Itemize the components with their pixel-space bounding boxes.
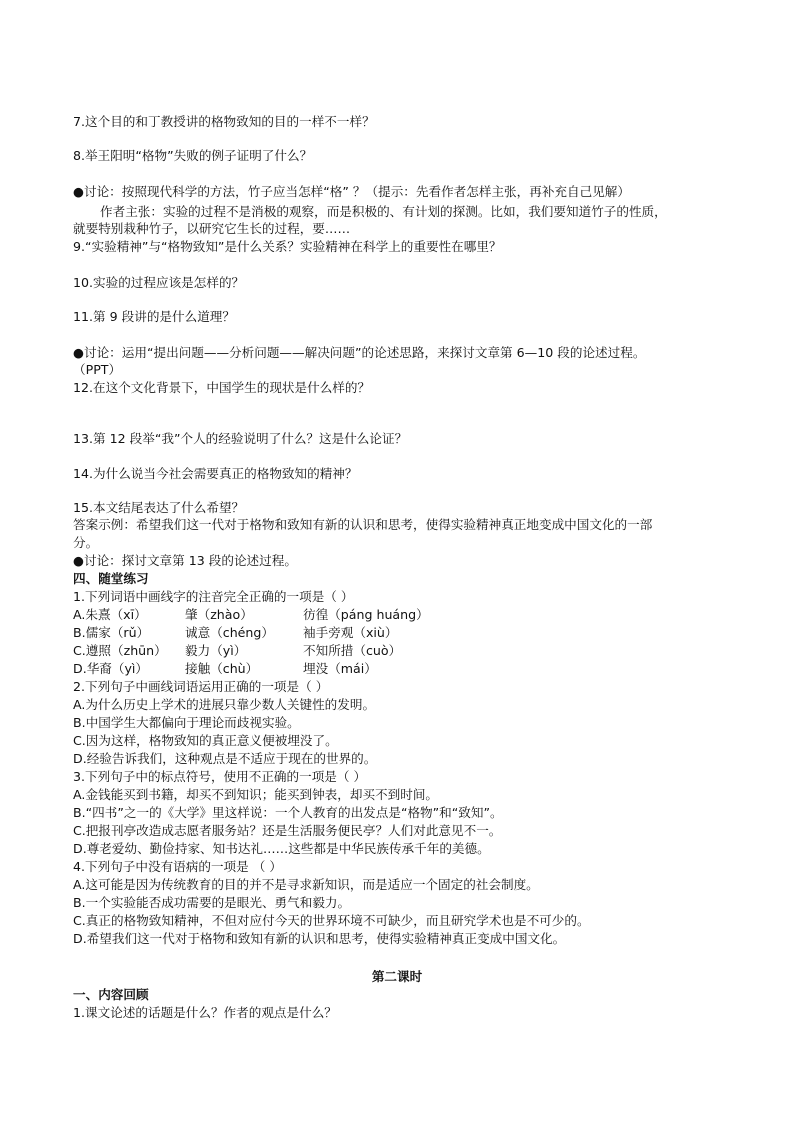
question-8: 8.举王阳明“格物”失败的例子证明了什么？	[73, 148, 313, 163]
exercise-3-option-d: D.尊老爱幼、勤俭持家、知书达礼……这些都是中华民族传承千年的美德。	[73, 841, 490, 856]
option-text: 诚意（chéng）	[185, 625, 275, 640]
discussion-2-line-1: ●讨论：运用“提出问题——分析问题——解决问题”的论述思路，来探讨文章第 6—10 段的论述过程。	[73, 345, 646, 360]
option-text: 彷徨（páng huáng）	[303, 607, 429, 622]
exercise-2-question: 2.下列句子中画线词语运用正确的一项是（ ）	[73, 679, 329, 694]
exercise-3-option-a: A.金钱能买到书籍，却买不到知识；能买到钟表，却买不到时间。	[73, 787, 439, 802]
exercise-1-option-c	[73, 642, 733, 659]
option-text: 袖手旁观（xiù）	[303, 625, 398, 640]
question-7: 7.这个目的和丁教授讲的格物致知的目的一样不一样？	[73, 114, 375, 129]
exercise-4-option-a: A.这可能是因为传统教育的目的并不是寻求新知识，而是适应一个固定的社会制度。	[73, 877, 539, 892]
option-text: A.朱熹（xī）	[73, 607, 147, 622]
question-10: 10.实验的过程应该是怎样的？	[73, 275, 245, 290]
author-view-line-1: 作者主张：实验的过程不是消极的观察，而是积极的、有计划的探测。比如，我们要知道竹子的性质，	[100, 204, 667, 219]
lesson-2-title: 第二课时	[371, 969, 423, 984]
question-15: 15.本文结尾表达了什么希望？	[73, 500, 245, 515]
question-9: 9.“实验精神”与“格物致知”是什么关系？实验精神在科学上的重要性在哪里？	[73, 239, 502, 254]
discussion-1: ●讨论：按照现代科学的方法，竹子应当怎样“格” ？（提示：先看作者怎样主张，再补充自己见解）	[73, 184, 630, 199]
question-14: 14.为什么说当今社会需要真正的格物致知的精神？	[73, 466, 358, 481]
question-11: 11.第 9 段讲的是什么道理？	[73, 309, 235, 324]
discussion-3: ●讨论：探讨文章第 13 段的论述过程。	[73, 553, 297, 568]
exercise-3-option-c: C.把报刊亭改造成志愿者服务站？还是生活服务便民亭？人们对此意见不一。	[73, 823, 502, 838]
exercise-3-option-b: B.“四书”之一的《大学》里这样说：一个人教育的出发点是“格物”和“致知”。	[73, 805, 503, 820]
answer-line-2: 分。	[73, 535, 99, 550]
exercise-2-option-b: B.中国学生大都偏向于理论而歧视实验。	[73, 715, 300, 730]
option-text: D.华裔（yì）	[73, 661, 149, 676]
answer-line-1: 答案示例：希望我们这一代对于格物和致知有新的认识和思考，使得实验精神真正地变成中国文化的一部	[73, 517, 653, 532]
exercise-1-option-b	[73, 624, 733, 641]
exercise-4-option-c: C.真正的格物致知精神，不但对应付今天的世界环境不可缺少，而且研究学术也是不可少的。	[73, 913, 590, 928]
option-text: 埋没（mái）	[303, 661, 377, 676]
exercise-3-question: 3.下列句子中的标点符号，使用不正确的一项是（ ）	[73, 769, 367, 784]
option-text: B.儒家（rǔ）	[73, 625, 150, 640]
option-text: 毅力（yì）	[185, 643, 247, 658]
option-text: C.遵照（zhūn）	[73, 643, 167, 658]
option-text: 接触（chù）	[185, 661, 259, 676]
exercise-2-option-c: C.因为这样，格物致知的真正意义便被埋没了。	[73, 733, 338, 748]
exercise-4-question: 4.下列句子中没有语病的一项是 （ ）	[73, 859, 282, 874]
exercise-1-question: 1.下列词语中画线字的注音完全正确的一项是（ ）	[73, 589, 354, 604]
review-section-title: 一、内容回顾	[73, 987, 149, 1002]
option-text: 肇（zhào）	[185, 607, 253, 622]
option-text: 不知所措（cuò）	[303, 643, 402, 658]
exercise-2-option-d: D.经验告诉我们，这种观点是不适应于现在的世界的。	[73, 751, 377, 766]
exercise-4-option-d: D.希望我们这一代对于格物和致知有新的认识和思考，使得实验精神真正变成中国文化。	[73, 931, 566, 946]
question-12: 12.在这个文化背景下，中国学生的现状是什么样的？	[73, 380, 371, 395]
author-view-line-2: 就要特别栽种竹子，以研究它生长的过程，要……	[73, 221, 351, 236]
exercise-1-option-d	[73, 660, 733, 677]
discussion-2-line-2: （PPT）	[73, 362, 122, 377]
exercise-1-option-a	[73, 606, 733, 623]
exercise-4-option-b: B.一个实验能否成功需要的是眼光、勇气和毅力。	[73, 895, 351, 910]
review-question-1: 1.课文论述的话题是什么？作者的观点是什么？	[73, 1005, 337, 1020]
section-4-title: 四、随堂练习	[73, 571, 149, 586]
exercise-2-option-a: A.为什么历史上学术的进展只靠少数人关键性的发明。	[73, 697, 376, 712]
question-13: 13.第 12 段举“我”个人的经验说明了什么？这是什么论证？	[73, 431, 408, 446]
